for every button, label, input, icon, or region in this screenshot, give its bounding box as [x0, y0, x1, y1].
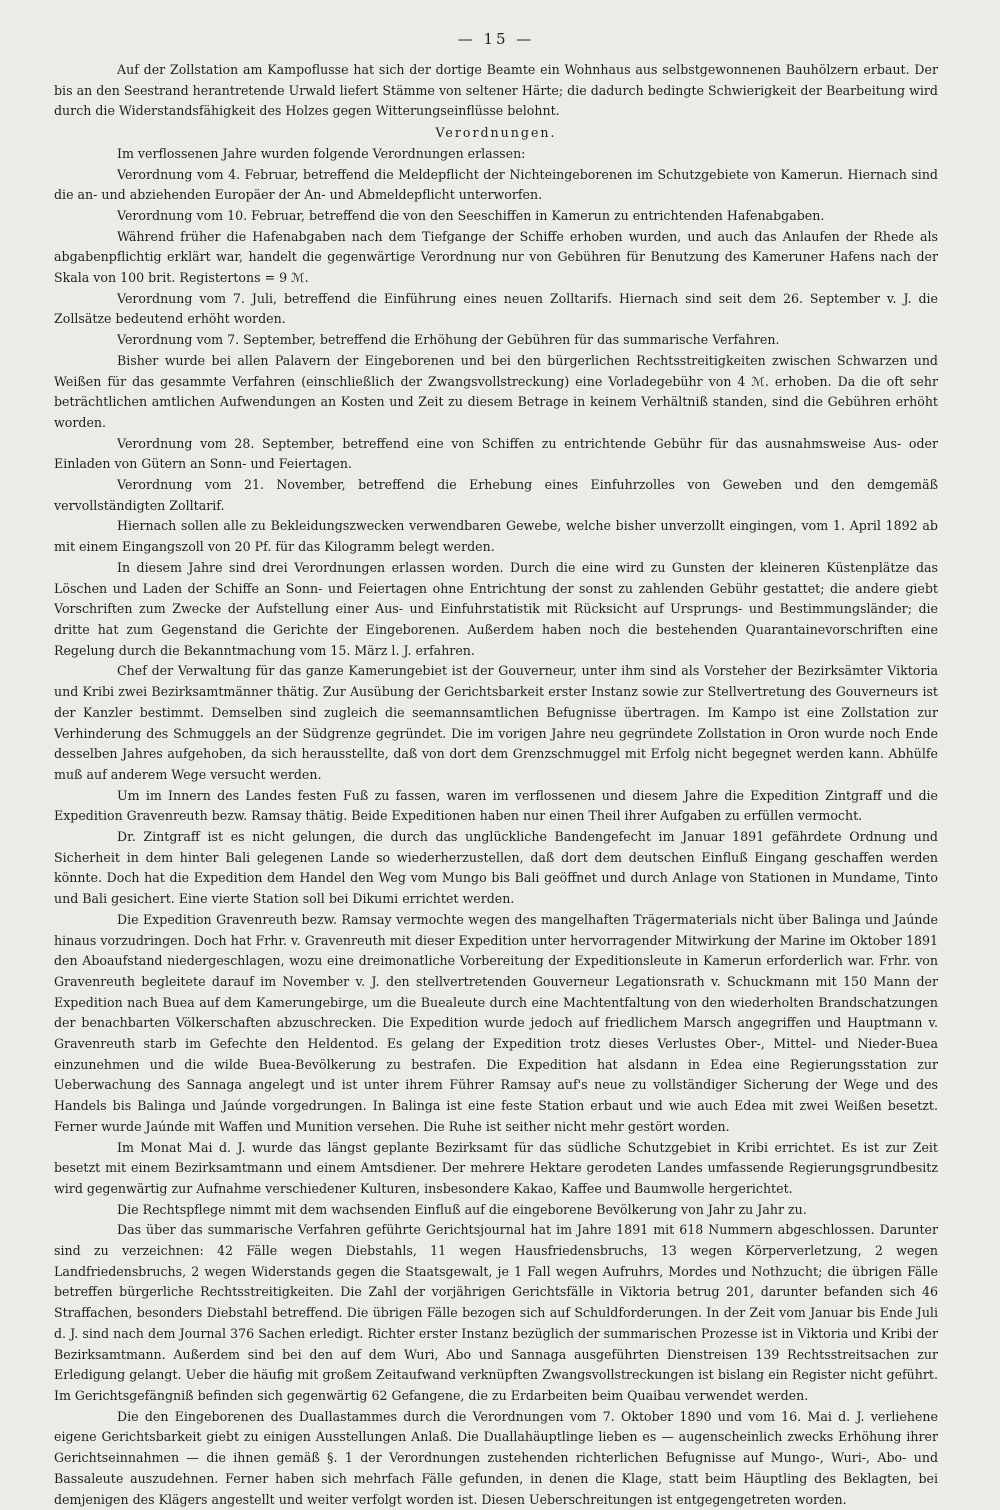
- paragraph-rechtspflege: Die Rechtspflege nimmt mit dem wachsenden Einfluß auf die eingeborene Bevölkerung von Jahr zu Jahr zu.: [117, 1201, 807, 1217]
- paragraph-bezirksamt-kribi: Im Monat Mai d. J. wurde das längst geplante Bezirksamt für das südliche Schutzgebiet in Kribi errichtet. Es ist zur Zeit besetzt mit einem Bezirksamtmann und einem Amtsdiener. Der mehrere Hektare gerodeten Landes umfassende Regierungsgrundbesitz wird gegenwärtig zur Aufnahme verschiedener Kulturen, insbesondere Kakao, Kaffee und Baumwolle hergerichtet.: [54, 1139, 938, 1196]
- paragraph-gravenreuth: Die Expedition Gravenreuth bezw. Ramsay vermochte wegen des mangelhaften Trägermaterials nicht über Balinga und Jaúnde hinaus vorzudringen. Doch hat Frhr. v. Gravenreuth mit dieser Expedition unter hervorragender Mitwirkung der Marine im Oktober 1891 den Aboaufstand niedergeschlagen, wozu eine dreimonatliche Vorbereitung der Expeditionsleute in Kamerun erforderlich war. Frhr. von Gravenreuth begleitete darauf im November v. J. den stellvertretenden Gouverneur Legationsrath v. Schuckmann mit 150 Mann der Expedition nach Buea auf dem Kamerungebirge, um die Buealeute durch eine Machtentfaltung von den wiederholten Brandschatzungen der benachbarten Völkerschaften abzuschrecken. Die Expedition wurde jedoch auf friedlichem Marsch angegriffen und Hauptmann v. Gravenreuth starb im Gefechte den Heldentod. Es gelang der Expedition trotz dieses Verlustes Ober-, Mittel- und Nieder-Buea einzunehmen und die wilde Buea-Bevölkerung zu bestrafen. Die Expedition hat alsdann in Edea eine Regierungsstation zur Ueberwachung des Sannaga angelegt und ist unter ihrem Führer Ramsay auf's neue zu vollständiger Sicherung der Wege und des Handels bis Balinga und Jaúnde vorgedrungen. In Balinga ist eine feste Station erbaut und wie auch Edea mit zwei Weißen besetzt. Ferner wurde Jaúnde mit Waffen und Munition versehen. Die Ruhe ist seither nicht mehr gestört worden.: [54, 911, 938, 1134]
- paragraph-expeditionen: Um im Innern des Landes festen Fuß zu fassen, waren im verflossenen und diesem Jahre die Expedition Zintgraff und die Expedition Gravenreuth bezw. Ramsay thätig. Beide Expeditionen haben nur einen Theil ihrer Aufgaben zu erfüllen vermocht.: [54, 787, 938, 824]
- paragraph-intro-verordnungen: Im verflossenen Jahre wurden folgende Verordnungen erlassen:: [117, 145, 526, 161]
- paragraph-palaver-gebuehren: Bisher wurde bei allen Palavern der Eingeborenen und bei den bürgerlichen Rechtsstreitigkeiten zwischen Schwarzen und Weißen für das gesammte Verfahren (einschließlich der Zwangsvollstreckung) eine Vorladegebühr von 4 ℳ. erhoben. Da die oft sehr beträchtlichen amtlichen Aufwendungen an Kosten und Zeit zu diesem Betrage in keinem Verhältniß standen, sind die Gebühren erhöht worden.: [54, 352, 938, 430]
- paragraph-verordnung-28-september: Verordnung vom 28. September, betreffend eine von Schiffen zu entrichtende Gebühr für das ausnahmsweise Aus- oder Einladen von Gütern an Sonn- und Feiertagen.: [54, 435, 938, 472]
- page-number: — 15 —: [457, 30, 535, 48]
- paragraph-hafenabgaben: Während früher die Hafenabgaben nach dem Tiefgange der Schiffe erhoben wurden, und auch das Anlaufen der Rhede als abgabenpflichtig erklärt war, handelt die gegenwärtige Verordnung nur von Gebühren für Benutzung des Kameruner Hafens nach der Skala von 100 brit. Registertons = 9 ℳ.: [54, 228, 938, 286]
- paragraph-duallastamm: Die den Eingeborenen des Duallastammes durch die Verordnungen vom 7. Oktober 1890 und vom 16. Mai d. J. verliehene eigene Gerichtsbarkeit giebt zu einigen Ausstellungen Anlaß. Die Duallahäuptlinge lieben es — augenscheinlich zwecks Erhöhung ihrer Gerichtseinnahmen — die ihnen gemäß §. 1 der Verordnungen zustehenden richterlichen Befugnisse auf Mungo-, Wuri-, Abo- und Bassaleute auszudehnen. Ferner haben sich mehrfach Fälle gefunden, in denen die Klage, statt beim Häuptling des Beklagten, bei demjenigen des Klägers angestellt und weiter verfolgt worden ist. Diesen Ueberschreitungen ist entgegengetreten worden.: [54, 1408, 938, 1507]
- paragraph-drei-verordnungen: In diesem Jahre sind drei Verordnungen erlassen worden. Durch die eine wird zu Gunsten der kleineren Küstenplätze das Löschen und Laden der Schiffe an Sonn- und Feiertagen ohne Entrichtung der sonst zu zahlenden Gebühr gestattet; die andere giebt Vorschriften zum Zwecke der Aufstellung einer Aus- und Einfuhrstatistik mit Rücksicht auf Ursprungs- und Bestimmungsländer; die dritte hat zum Gegenstand die Gerichte der Eingeborenen. Außerdem haben noch die bestehenden Quarantainevorschriften eine Regelung durch die Bekanntmachung vom 15. März l. J. erfahren.: [54, 559, 938, 658]
- paragraph-gerichtsjournal: Das über das summarische Verfahren geführte Gerichtsjournal hat im Jahre 1891 mit 618 Nummern abgeschlossen. Darunter sind zu verzeichnen: 42 Fälle wegen Diebstahls, 11 wegen Hausfriedensbruchs, 13 wegen Körperverletzung, 2 wegen Landfriedensbruchs, 2 wegen Widerstands gegen die Staatsgewalt, je 1 Fall wegen Aufruhrs, Mordes und Nothzucht; die übrigen Fälle betreffen bürgerliche Rechtsstreitigkeiten. Die Zahl der vorjährigen Gerichtsfälle in Viktoria betrug 201, darunter befanden sich 46 Straffachen, besonders Diebstahl betreffend. Die übrigen Fälle bezogen sich auf Schuldforderungen. In der Zeit vom Januar bis Ende Juli d. J. sind nach dem Journal 376 Sachen erledigt. Richter erster Instanz bezüglich der summarischen Prozesse ist in Viktoria und Kribi der Bezirksamtmann. Außerdem sind bei den auf dem Wuri, Abo und Sannaga ausgeführten Dienstreisen 139 Rechtsstreitsachen zur Erledigung gelangt. Ueber die häufig mit großem Zeitaufwand verknüpften Zwangsvollstreckungen ist bislang ein Register nicht geführt. Im Gerichtsgefängniß befinden sich gegenwärtig 62 Gefangene, die zu Erdarbeiten beim Quaibau verwendet werden.: [54, 1222, 938, 1403]
- paragraph-verordnung-10-februar: Verordnung vom 10. Februar, betreffend die von den Seeschiffen in Kamerun zu entrichtenden Hafenabgaben.: [117, 207, 825, 223]
- paragraph-verordnung-7-juli: Verordnung vom 7. Juli, betreffend die Einführung eines neuen Zolltarifs. Hiernach sind seit dem 26. September v. J. die Zollsätze bedeutend erhöht worden.: [54, 290, 938, 327]
- page-body: [54, 60, 938, 1510]
- paragraph-eingangszoll: Hiernach sollen alle zu Bekleidungszwecken verwendbaren Gewebe, welche bisher unverzollt eingingen, vom 1. April 1892 ab mit einem Eingangszoll von 20 Pf. für das Kilogramm belegt werden.: [54, 518, 938, 555]
- paragraph-zollstation-kampo: Auf der Zollstation am Kampoflusse hat sich der dortige Beamte ein Wohnhaus aus selbstgewonnenen Bauhölzern erbaut. Der bis an den Seestrand herantretende Urwald liefert Stämme von seltener Härte; die dadurch bedingte Schwierigkeit der Bearbeitung wird durch die Widerstandsfähigkeit des Holzes gegen Witterungseinflüsse belohnt.: [54, 62, 938, 119]
- paragraph-verordnung-21-november: Verordnung vom 21. November, betreffend die Erhebung eines Einfuhrzolles von Geweben und den demgemäß vervollständigten Zolltarif.: [54, 477, 938, 513]
- paragraph-verordnung-7-september: Verordnung vom 7. September, betreffend die Erhöhung der Gebühren für das summarische Verfahren.: [117, 332, 780, 348]
- section-heading-verordnungen: Verordnungen.: [435, 125, 557, 141]
- paragraph-verordnung-4-februar: Verordnung vom 4. Februar, betreffend die Meldepflicht der Nichteingeborenen im Schutzgebiete von Kamerun. Hiernach sind die an- und abziehenden Europäer der An- und Abmeldepflicht unterworfen.: [54, 166, 938, 203]
- paragraph-verwaltung: Chef der Verwaltung für das ganze Kamerungebiet ist der Gouverneur, unter ihm sind als Vorsteher der Bezirksämter Viktoria und Kribi zwei Bezirksamtmänner thätig. Zur Ausübung der Gerichtsbarkeit erster Instanz sowie zur Stellvertretung des Gouverneurs ist der Kanzler bestimmt. Demselben sind zugleich die seemannsamtlichen Befugnisse übertragen. Im Kampo ist eine Zollstation zur Verhinderung des Schmuggels an der Südgrenze gegründet. Die im vorigen Jahre neu gegründete Zollstation in Oron wurde noch Ende desselben Jahres aufgehoben, da sich herausstellte, daß von dort dem Grenzschmuggel mit Erfolg nicht begegnet werden kann. Abhülfe muß auf anderem Wege versucht werden.: [54, 663, 938, 782]
- paragraph-zintgraff: Dr. Zintgraff ist es nicht gelungen, die durch das unglückliche Bandengefecht im Januar 1891 gefährdete Ordnung und Sicherheit in dem hinter Bali gelegenen Lande so wiederherzustellen, daß dort dem deutschen Einfluß Eingang geschaffen werden könnte. Doch hat die Expedition dem Handel den Weg vom Mungo bis Bali geöffnet und durch Anlage von Stationen in Mundame, Tinto und Bali gesichert. Eine vierte Station soll bei Dikumi errichtet werden.: [54, 829, 938, 907]
